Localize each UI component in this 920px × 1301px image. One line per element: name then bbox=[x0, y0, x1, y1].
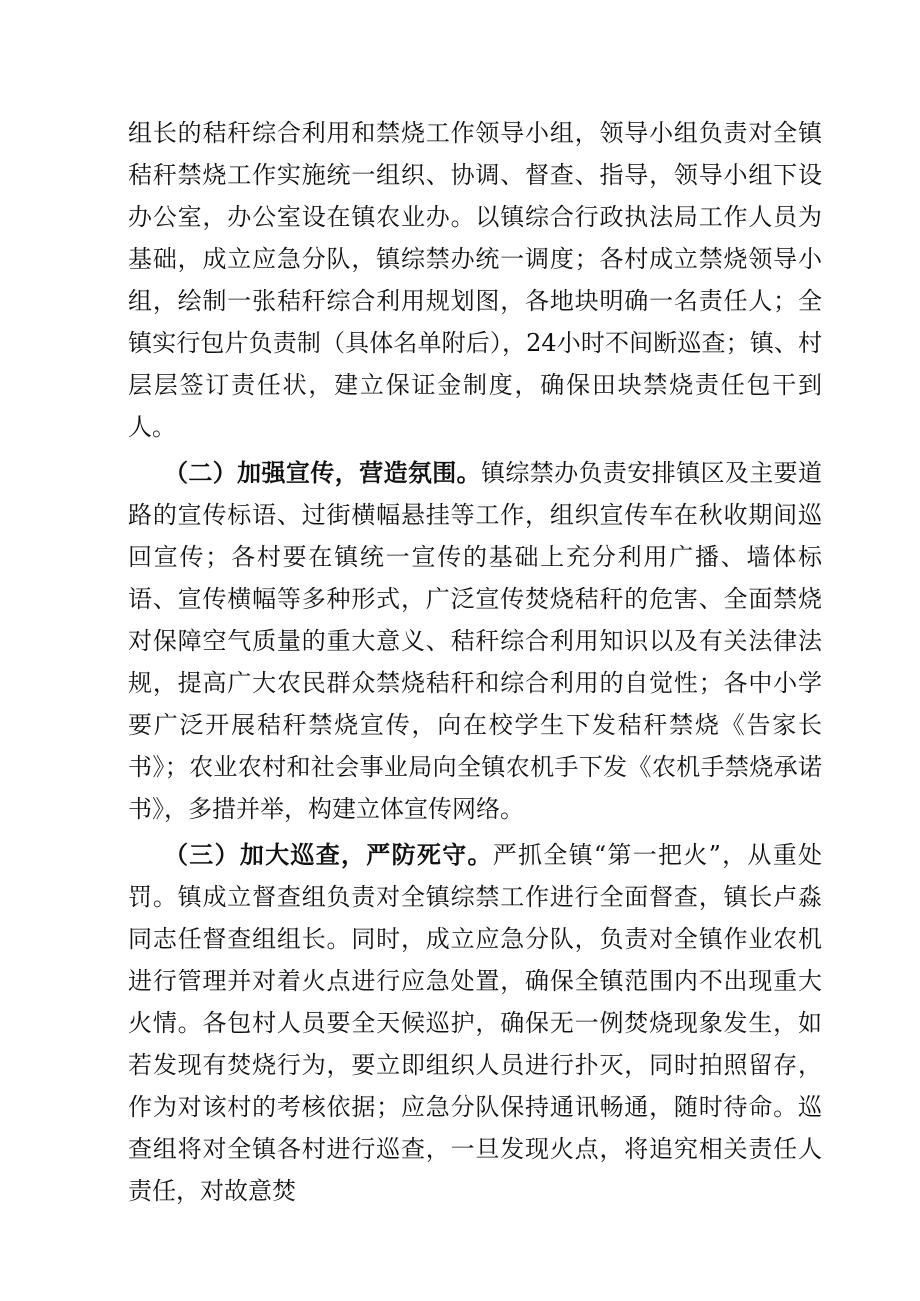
paragraph-1 bbox=[128, 112, 822, 448]
paragraph-2 bbox=[128, 452, 822, 830]
paragraph-3-text: 严抓全镇“第一把火”，从重处罚。镇成立督查组负责对全镇综禁工作进行全面督查，镇长卢淼同志任督查组组长。同时，成立应急分队，负责对全镇作业农机进行管理并对着火点进行应急处置，确保全镇范围内不出现重大火情。各包村人员要全天候巡护，确保无一例焚烧现象发生，如若发现有焚烧行为，要立即组织人员进行扑灭，同时拍照留存，作为对该村的考核依据；应急分队保持通讯畅通，随时待命。巡查组将对全镇各村进行巡查，一旦发现火点，将追究相关责任人责任，对故意焚 bbox=[128, 841, 822, 1205]
document-body bbox=[128, 112, 822, 1212]
paragraph-3-heading: （三）加大巡查，严防死守。 bbox=[164, 840, 493, 869]
paragraph-3 bbox=[128, 834, 822, 1212]
paragraph-2-heading: （二）加强宣传，营造氛围。 bbox=[164, 458, 481, 487]
paragraph-2-text: 镇综禁办负责安排镇区及主要道路的宣传标语、过街横幅悬挂等工作，组织宣传车在秋收期间巡回宣传；各村要在镇统一宣传的基础上充分利用广播、墙体标语、宣传横幅等多种形式，广泛宣传焚烧秸秆的危害、全面禁烧对保障空气质量的重大意义、秸秆综合利用知识以及有关法律法规，提高广大农民群众禁烧秸秆和综合利用的自觉性；各中小学要广泛开展秸秆禁烧宣传，向在校学生下发秸秆禁烧《告家长书》；农业农村和社会事业局向全镇农机手下发《农机手禁烧承诺书》，多措并举，构建立体宣传网络。 bbox=[128, 459, 822, 823]
paragraph-1-text: 组长的秸秆综合利用和禁烧工作领导小组，领导小组负责对全镇秸秆禁烧工作实施统一组织、协调、督查、指导，领导小组下设办公室，办公室设在镇农业办。以镇综合行政执法局工作人员为基础，成立应急分队，镇综禁办统一调度；各村成立禁烧领导小组，绘制一张秸秆综合利用规划图，各地块明确一名责任人；全镇实行包片负责制（具体名单附后），24小时不间断巡查；镇、村层层签订责任状，建立保证金制度，确保田块禁烧责任包干到人。 bbox=[128, 119, 822, 441]
